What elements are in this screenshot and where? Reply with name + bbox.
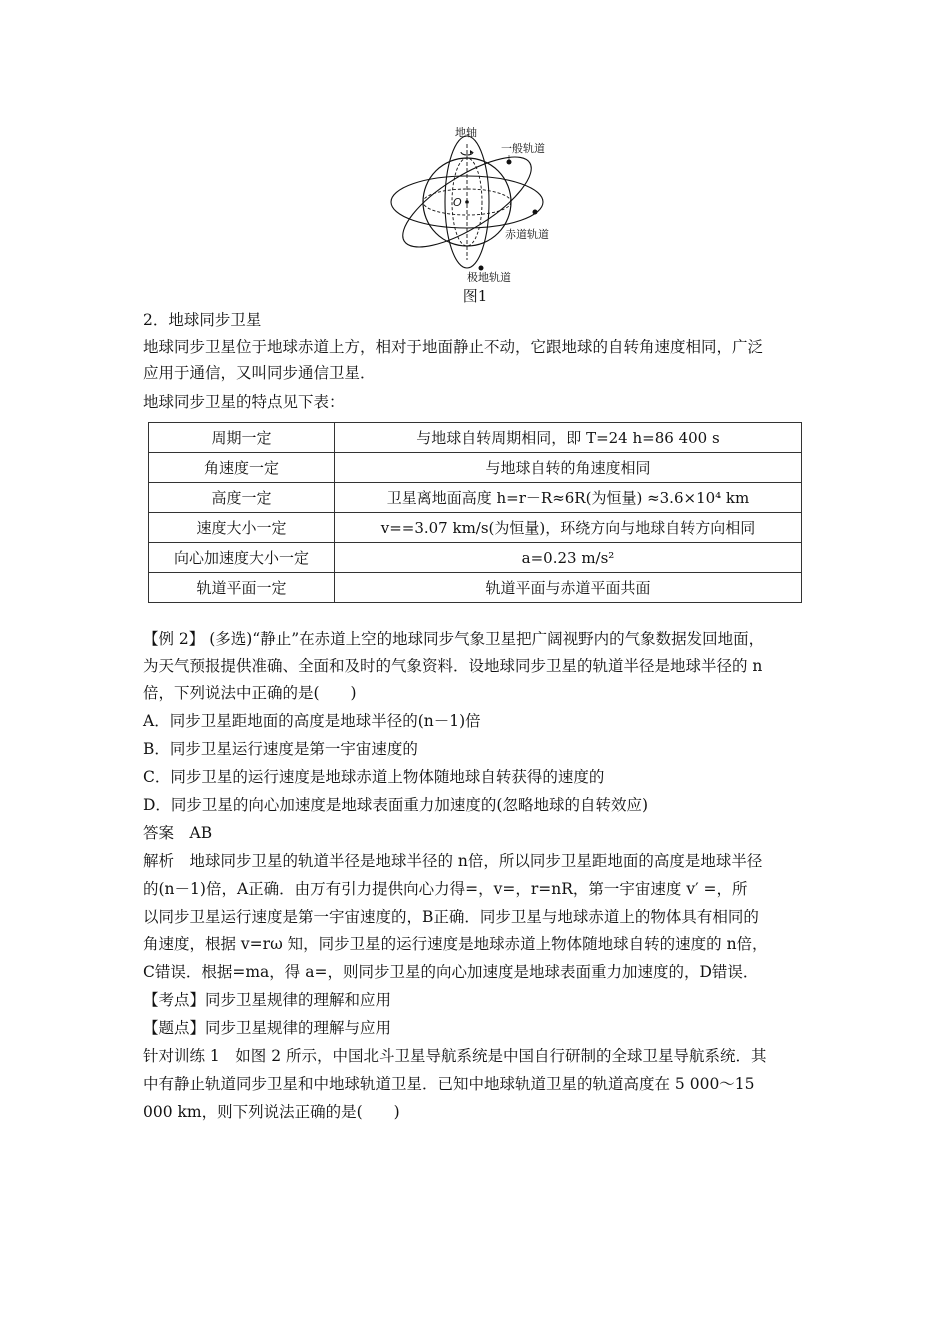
tidian: 【题点】同步卫星规律的理解与应用 <box>143 1019 392 1037</box>
analysis-line-3: 以同步卫星运行速度是第一宇宙速度的，B正确．同步卫星与地球赤道上的物体具有相同的 <box>143 908 759 926</box>
label-center: O <box>453 196 462 209</box>
intro-line-3: 地球同步卫星的特点见下表： <box>143 393 345 411</box>
option-c: C．同步卫星的运行速度是地球赤道上物体随地球自转获得的速度的 <box>143 768 605 786</box>
example-line-3: 倍，下列说法中正确的是( ) <box>143 684 357 702</box>
table-row <box>149 453 802 483</box>
training-line-3: 000 km，则下列说法正确的是( ) <box>143 1103 400 1121</box>
table-row <box>149 513 802 543</box>
intro-line-2: 应用于通信，又叫同步通信卫星． <box>143 364 376 382</box>
table-cell-description: 与地球自转周期相同，即 T=24 h=86 400 s <box>335 423 802 453</box>
table-cell-property: 速度大小一定 <box>149 513 335 543</box>
kaodian: 【考点】同步卫星规律的理解和应用 <box>143 991 392 1009</box>
section-heading: 2．地球同步卫星 <box>143 311 262 329</box>
table-row <box>149 483 802 513</box>
table-cell-description: 卫星离地面高度 h=r－R≈6R(为恒量) ≈3.6×10⁴ km <box>335 483 802 513</box>
satellite-polar-dot <box>479 266 484 271</box>
example-line-1: 【例 2】 (多选)“静止”在赤道上空的地球同步气象卫星把广阔视野内的气象数据发回地面， <box>143 630 765 648</box>
table-cell-description: 与地球自转的角速度相同 <box>335 453 802 483</box>
option-d: D．同步卫星的向心加速度是地球表面重力加速度的(忽略地球的自转效应) <box>143 796 649 814</box>
analysis-line-2: 的(n－1)倍，A正确．由万有引力提供向心力得=，v=，r=nR，第一宇宙速度 v′ =，所 <box>143 880 748 898</box>
option-b: B．同步卫星运行速度是第一宇宙速度的 <box>143 740 418 758</box>
orbit-diagram <box>385 122 565 282</box>
table-cell-property: 高度一定 <box>149 483 335 513</box>
answer: 答案 AB <box>143 824 213 842</box>
analysis-line-5: C错误．根据=ma，得 a=，则同步卫星的向心加速度是地球表面重力加速度的，D错误． <box>143 963 759 981</box>
label-equatorial-orbit: 赤道轨道 <box>505 228 549 241</box>
satellite-equatorial-dot <box>533 210 538 215</box>
intro-line-1: 地球同步卫星位于地球赤道上方，相对于地面静止不动，它跟地球的自转角速度相同，广泛 <box>143 338 764 356</box>
training-line-2: 中有静止轨道同步卫星和中地球轨道卫星．已知中地球轨道卫星的轨道高度在 5 000～15 <box>143 1075 755 1093</box>
analysis-line-4: 角速度，根据 v=rω 知，同步卫星的运行速度是地球赤道上物体随地球自转的速度的 n倍， <box>143 935 768 953</box>
label-general-orbit: 一般轨道 <box>501 142 545 155</box>
analysis-line-1: 解析 地球同步卫星的轨道半径是地球半径的 n倍，所以同步卫星距地面的高度是地球半径 <box>143 852 763 870</box>
option-a: A．同步卫星距地面的高度是地球半径的(n－1)倍 <box>143 712 481 730</box>
figure-caption: 图1 <box>462 287 488 305</box>
table-cell-description: 轨道平面与赤道平面共面 <box>335 573 802 603</box>
table-cell-property: 周期一定 <box>149 423 335 453</box>
label-polar-orbit: 极地轨道 <box>467 271 511 282</box>
example-line-2: 为天气预报提供准确、全面和及时的气象资料．设地球同步卫星的轨道半径是地球半径的 n <box>143 657 763 675</box>
table-row <box>149 573 802 603</box>
table-cell-property: 向心加速度大小一定 <box>149 543 335 573</box>
table-cell-property: 角速度一定 <box>149 453 335 483</box>
orbit-diagram-svg <box>385 122 565 282</box>
table-cell-description: v==3.07 km/s(为恒量)，环绕方向与地球自转方向相同 <box>335 513 802 543</box>
center-dot <box>465 200 469 204</box>
label-axis: 地轴 <box>455 126 477 139</box>
table-row <box>149 423 802 453</box>
table-cell-description: a=0.23 m/s² <box>335 543 802 573</box>
table-cell-property: 轨道平面一定 <box>149 573 335 603</box>
table-row <box>149 543 802 573</box>
satellite-properties-table <box>148 422 802 603</box>
training-line-1: 针对训练 1 如图 2 所示，中国北斗卫星导航系统是中国自行研制的全球卫星导航系统．其 <box>143 1047 767 1065</box>
